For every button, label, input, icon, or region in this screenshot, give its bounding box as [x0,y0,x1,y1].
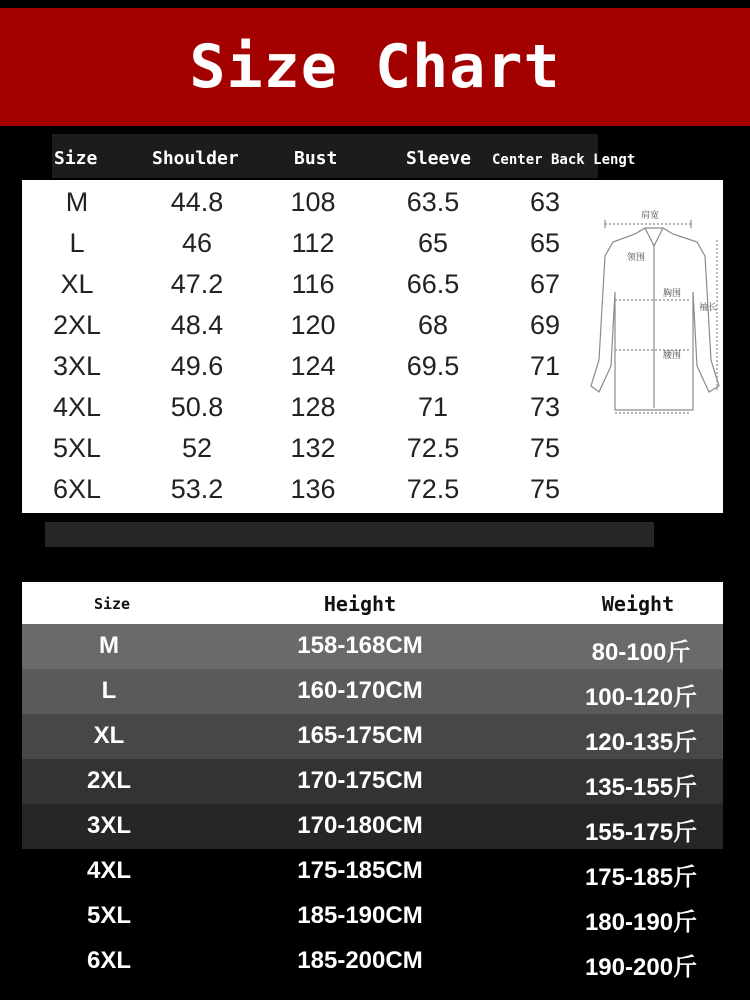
cell-sleeve: 72.5 [406,474,460,504]
cell-height: 165-175CM [297,722,423,749]
cell-height: 185-200CM [297,947,423,974]
cell-length: 75 [529,474,561,504]
cell-shoulder: 50.8 [170,392,224,422]
cell-size: 2XL [86,767,132,794]
header-size: Size [93,595,131,613]
table-row [22,183,582,224]
table-row [22,470,582,511]
cell-shoulder: 48.4 [170,310,224,340]
diagram-label-chest: 胸围 [663,288,682,298]
table-row [22,306,582,347]
cell-size: 5XL [52,433,102,463]
diagram-label-collar: 领围 [627,252,646,262]
shirt-diagram [587,200,722,420]
cell-height: 160-170CM [297,677,423,704]
diagram-label-waist: 腰围 [663,350,682,360]
cell-size: XL [60,269,94,299]
cell-size: 6XL [52,474,102,504]
diagram-label-shoulder: 肩宽 [641,210,660,220]
divider-bar [45,522,654,547]
cell-size: 3XL [52,351,102,381]
cell-weight: 155-175斤 [584,819,698,846]
cell-size: 4XL [52,392,102,422]
header-bust: Bust [294,148,338,169]
cell-size: L [101,677,117,704]
cell-weight: 120-135斤 [584,729,698,756]
table-row [22,388,582,429]
cell-bust: 116 [291,269,335,299]
table-row [22,224,582,265]
table-row [22,265,582,306]
header-center-back-length: Center Back Lengt [492,152,636,168]
cell-length: 67 [529,269,561,299]
cell-bust: 120 [290,310,336,340]
cell-bust: 112 [291,228,335,258]
header-weight: Weight [601,592,675,616]
cell-height: 170-180CM [297,812,423,839]
cell-sleeve: 66.5 [406,269,460,299]
header-sleeve: Sleeve [406,148,472,169]
table-row [22,939,723,984]
header-height: Height [323,592,397,616]
cell-size: M [99,632,119,659]
table-row [22,849,723,894]
cell-shoulder: 44.8 [170,187,224,217]
cell-height: 158-168CM [297,632,423,659]
cell-sleeve: 69.5 [406,351,460,381]
cell-height: 185-190CM [297,902,423,929]
cell-length: 75 [529,433,561,463]
header-size: Size [54,148,98,169]
cell-weight: 175-185斤 [584,864,698,891]
cell-size: 6XL [86,947,132,974]
cell-sleeve: 72.5 [406,433,460,463]
table-row [22,429,582,470]
cell-bust: 132 [290,433,336,463]
cell-bust: 124 [290,351,336,381]
title-banner [0,8,750,126]
cell-weight: 190-200斤 [584,954,698,981]
table-row [22,624,723,669]
measurement-table-header [52,134,636,178]
cell-size: L [69,228,85,258]
diagram-label-sleeve: 袖长 [699,302,718,312]
cell-sleeve: 63.5 [406,187,460,217]
cell-weight: 100-120斤 [584,684,698,711]
cell-length: 65 [529,228,561,258]
header-shoulder: Shoulder [152,148,239,169]
cell-length: 71 [529,351,561,381]
cell-height: 170-175CM [297,767,423,794]
cell-shoulder: 53.2 [170,474,224,504]
cell-weight: 180-190斤 [584,909,698,936]
cell-bust: 136 [290,474,336,504]
recommendation-table-header [22,582,723,624]
cell-bust: 108 [290,187,336,217]
table-row [22,347,582,388]
cell-shoulder: 49.6 [170,351,224,381]
cell-weight: 80-100斤 [591,639,691,666]
cell-size: 4XL [86,857,132,884]
cell-bust: 128 [290,392,336,422]
cell-sleeve: 71 [417,392,449,422]
cell-shoulder: 47.2 [170,269,224,299]
table-row [22,894,723,939]
cell-size: 2XL [52,310,102,340]
cell-sleeve: 65 [417,228,449,258]
cell-size: M [65,187,89,217]
table-row [22,804,723,849]
cell-length: 73 [529,392,561,422]
table-row [22,759,723,804]
table-row [22,714,723,759]
table-row [22,669,723,714]
cell-shoulder: 46 [181,228,213,258]
page-title: Size Chart [189,32,561,102]
cell-height: 175-185CM [297,857,423,884]
cell-sleeve: 68 [417,310,449,340]
cell-weight: 135-155斤 [584,774,698,801]
cell-length: 69 [529,310,561,340]
cell-shoulder: 52 [181,433,213,463]
cell-size: 3XL [86,812,132,839]
measurement-table [22,180,723,513]
cell-size: XL [93,722,125,749]
cell-size: 5XL [86,902,132,929]
cell-length: 63 [529,187,561,217]
